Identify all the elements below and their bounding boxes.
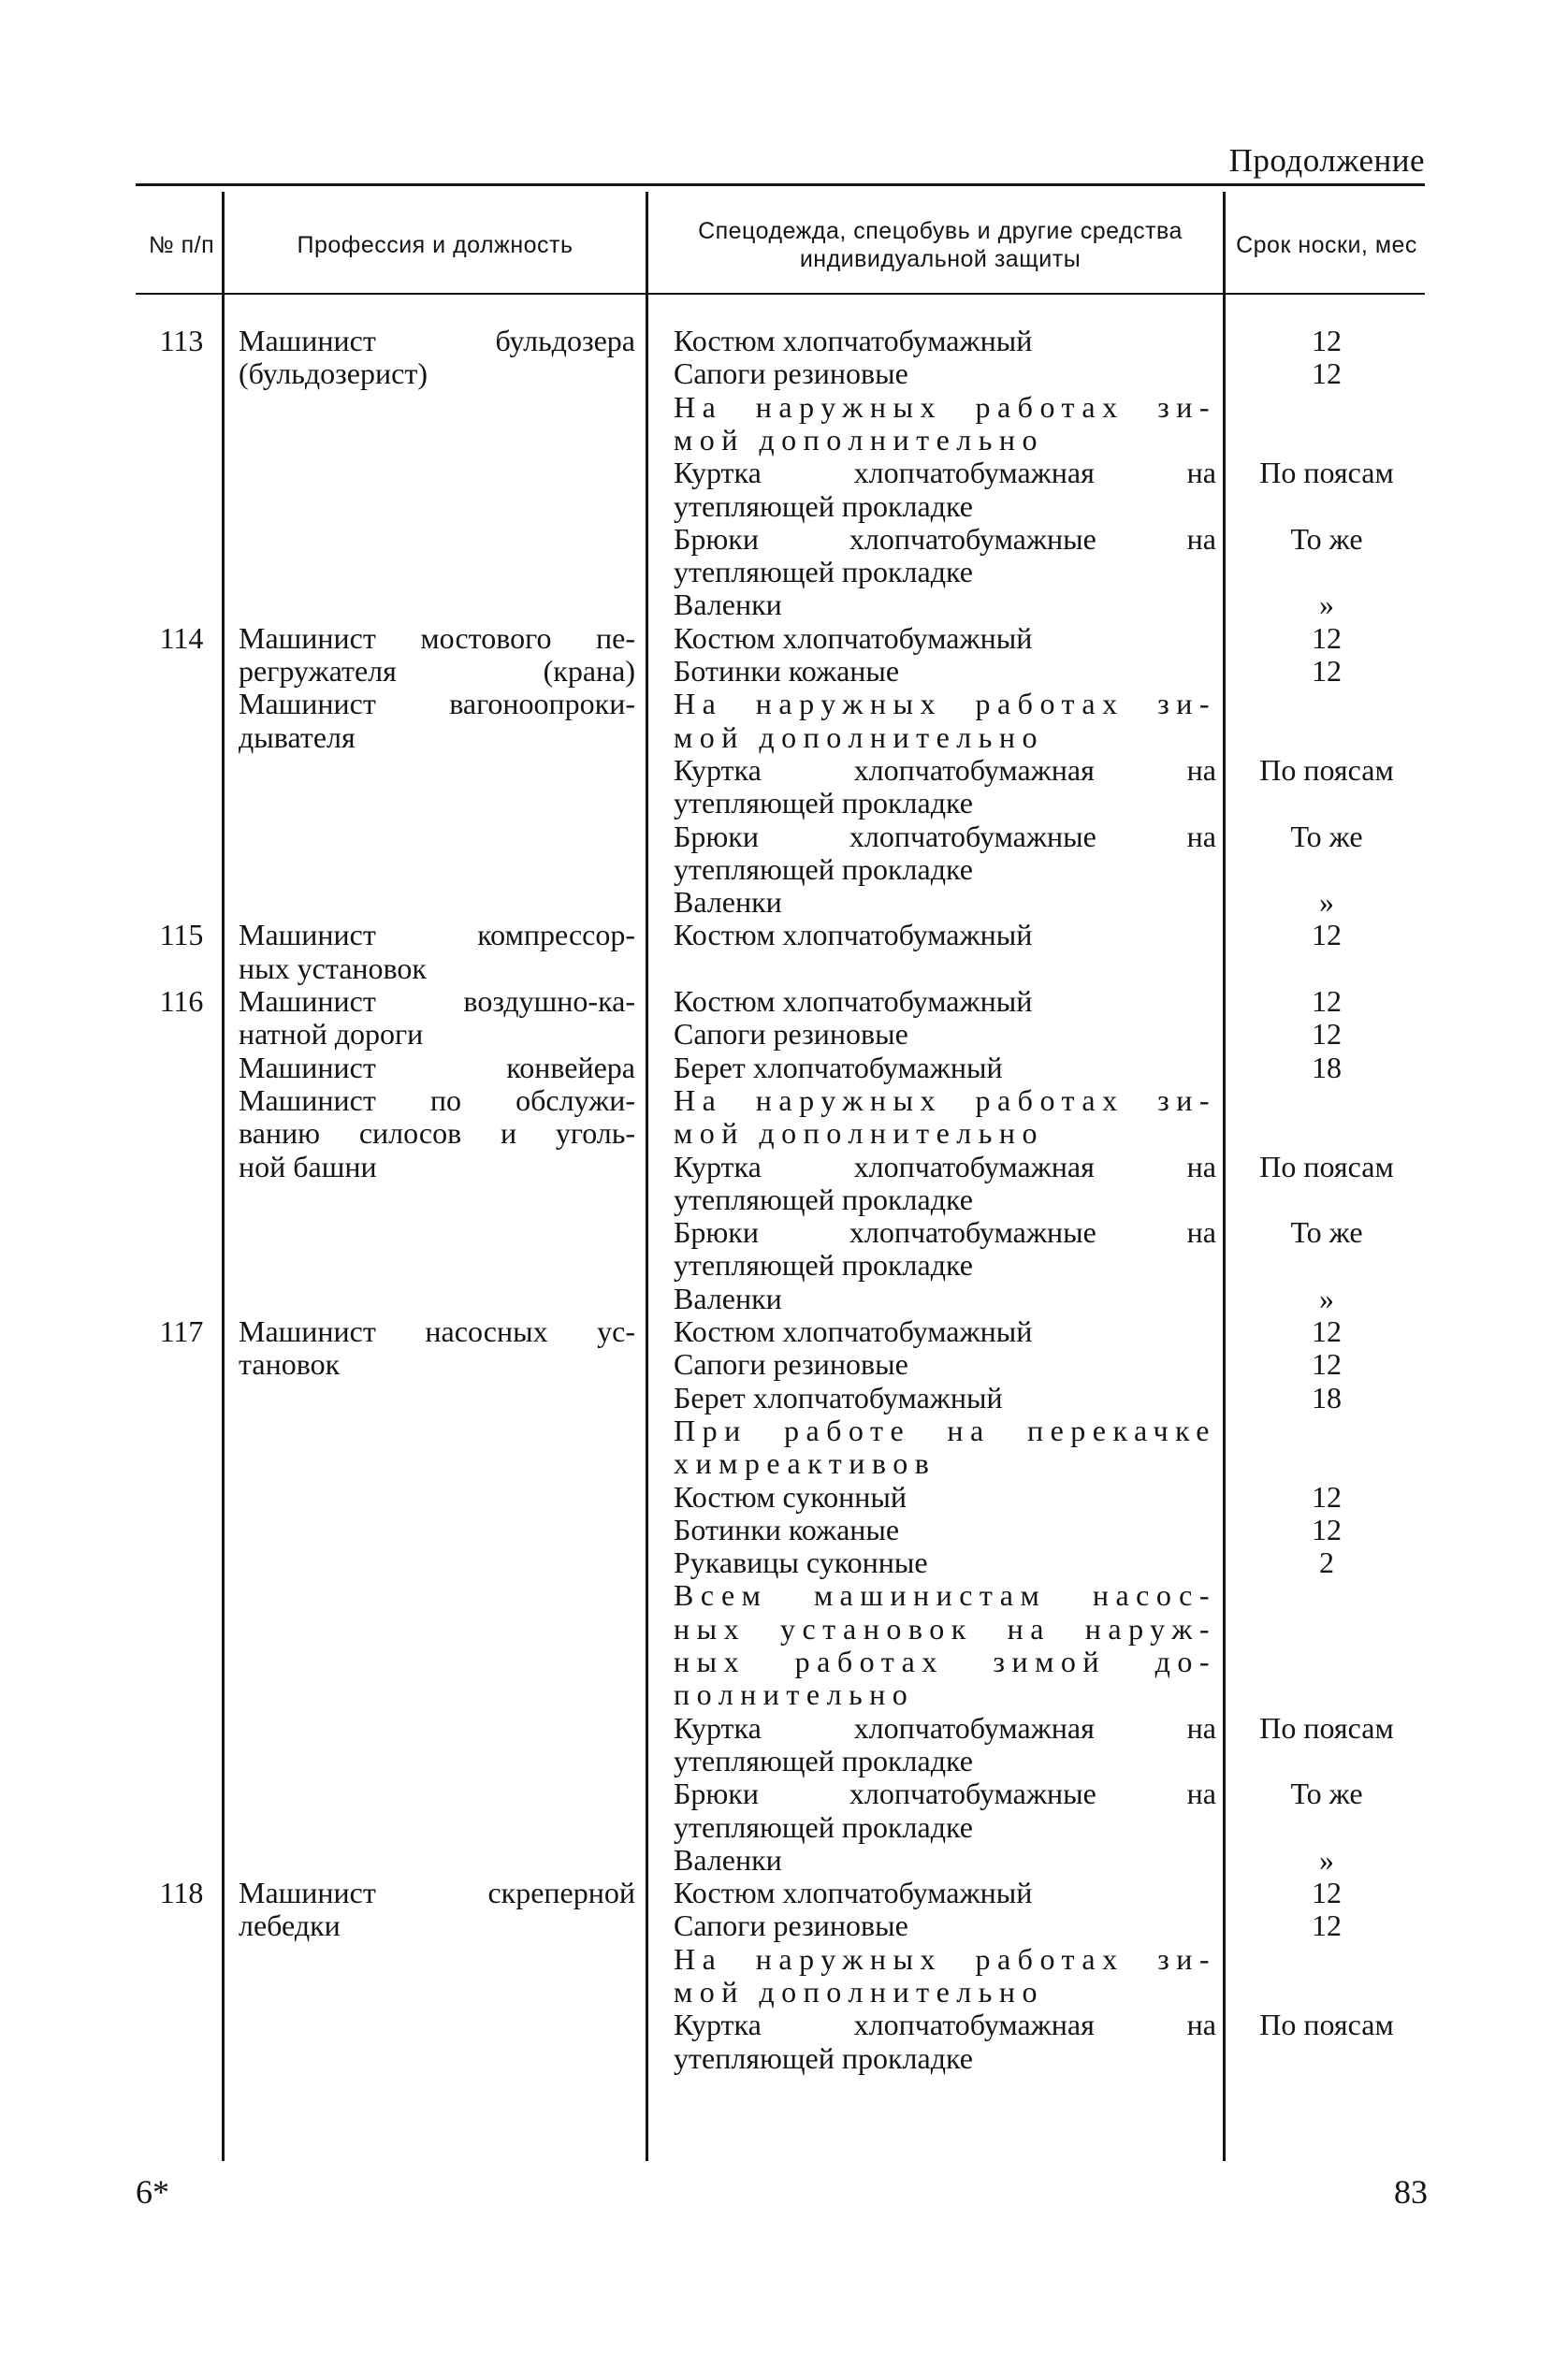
wear-term: » <box>1319 885 1334 920</box>
equipment-item-line: Брюки хлопчатобумажные на <box>674 819 1216 853</box>
column-divider-3 <box>1223 192 1226 2161</box>
header-equipment: Спецодежда, спецобувь и другие средства индивидуальной защиты <box>698 218 1183 272</box>
equipment-item-line: Валенки <box>674 1842 782 1877</box>
equipment-item-line: Куртка хлопчатобумажная на <box>674 456 1216 490</box>
profession-line: Машинист скреперной <box>239 1876 635 1910</box>
profession-line: натной дороги <box>239 1017 424 1052</box>
profession-line: ных установок <box>239 950 427 985</box>
equipment-item-line: Берет хлопчатобумажный <box>674 1050 1003 1084</box>
equipment-item-line: Берет хлопчатобумажный <box>674 1380 1003 1415</box>
equipment-item-line: утепляющей прокладке <box>674 1743 973 1777</box>
wear-term: По поясам <box>1259 752 1394 787</box>
equipment-item-line: Рукавицы суконные <box>674 1545 928 1580</box>
profession-line: регружателя (крана) <box>239 654 635 688</box>
wear-term: 12 <box>1312 918 1342 952</box>
wear-term: 12 <box>1312 356 1342 391</box>
wear-term: То же <box>1290 819 1363 853</box>
profession-line: Машинист воздушно-ка- <box>239 984 635 1018</box>
equipment-item-line: Ботинки кожаные <box>674 1512 900 1546</box>
section-note-line: При работе на перекачке <box>674 1413 1216 1447</box>
row-number: 115 <box>159 918 204 952</box>
section-note-line: химреактивов <box>674 1446 936 1481</box>
page-number: 83 <box>1394 2173 1428 2211</box>
equipment-item-line: Костюм суконный <box>674 1479 907 1514</box>
section-note-line: мой дополнительно <box>674 1975 1044 2009</box>
profession-line: лебедки <box>239 1908 341 1943</box>
equipment-item-line: Куртка хлопчатобумажная на <box>674 752 1216 787</box>
section-note-line: Всем машинистам насос- <box>674 1578 1216 1613</box>
section-note-line: На наружных работах зи- <box>674 1082 1216 1117</box>
equipment-item-line: Валенки <box>674 885 782 920</box>
header-bottom-rule <box>136 293 1425 295</box>
equipment-item-line: Брюки хлопчатобумажные на <box>674 521 1216 556</box>
equipment-item-line: Брюки хлопчатобумажные на <box>674 1777 1216 1811</box>
equipment-item-line: Сапоги резиновые <box>674 1908 908 1943</box>
profession-line: Машинист бульдозера <box>239 324 635 357</box>
header-term: Срок носки, мес <box>1236 232 1417 258</box>
section-note-line: мой дополнительно <box>674 422 1044 457</box>
wear-term: То же <box>1290 1215 1363 1250</box>
equipment-item-line: Брюки хлопчатобумажные на <box>674 1215 1216 1250</box>
equipment-item-line: Сапоги резиновые <box>674 1347 908 1382</box>
row-number: 118 <box>159 1876 204 1910</box>
column-divider-2 <box>646 192 648 2161</box>
wear-term: 12 <box>1312 1908 1342 1943</box>
equipment-item-line: утепляющей прокладке <box>674 2040 973 2075</box>
profession-line: Машинист мостового пе- <box>239 620 635 655</box>
profession-line: Машинист насосных ус- <box>239 1314 635 1348</box>
equipment-item-line: Валенки <box>674 1281 782 1315</box>
equipment-item-line: Костюм хлопчатобумажный <box>674 1314 1033 1348</box>
profession-line: (бульдозерист) <box>239 356 428 391</box>
wear-term: » <box>1319 1842 1334 1877</box>
signature-mark: 6* <box>136 2173 169 2211</box>
equipment-item-line: Валенки <box>674 588 782 622</box>
header-num: № п/п <box>148 232 215 258</box>
equipment-item-line: утепляющей прокладке <box>674 1809 973 1844</box>
wear-term: 12 <box>1312 1479 1342 1514</box>
wear-term: 12 <box>1312 620 1342 655</box>
equipment-item-line: Сапоги резиновые <box>674 1017 908 1052</box>
row-number: 116 <box>159 984 204 1018</box>
wear-term: 12 <box>1312 654 1342 688</box>
profession-line: Машинист по обслужи- <box>239 1082 635 1117</box>
wear-term: 18 <box>1312 1380 1342 1415</box>
profession-line: Машинист конвейера <box>239 1050 635 1084</box>
section-note-line: ных работах зимой до- <box>674 1645 1216 1678</box>
wear-term: По поясам <box>1259 2008 1394 2042</box>
wear-term: 12 <box>1312 984 1342 1018</box>
wear-term: 12 <box>1312 1347 1342 1382</box>
wear-term: » <box>1319 588 1334 622</box>
profession-line: Машинист вагоноопроки- <box>239 687 635 721</box>
wear-term: 12 <box>1312 324 1342 357</box>
equipment-item-line: Ботинки кожаные <box>674 654 900 688</box>
row-number: 113 <box>159 324 204 357</box>
wear-term: По поясам <box>1259 456 1394 490</box>
equipment-item-line: Костюм хлопчатобумажный <box>674 1876 1033 1910</box>
wear-term: 2 <box>1319 1545 1334 1580</box>
section-note-line: На наружных работах зи- <box>674 687 1216 721</box>
equipment-item-line: утепляющей прокладке <box>674 1182 973 1216</box>
column-divider-1 <box>222 192 225 2161</box>
wear-term: То же <box>1290 1777 1363 1811</box>
equipment-item-line: утепляющей прокладке <box>674 851 973 886</box>
wear-term: 12 <box>1312 1876 1342 1910</box>
section-note-line: ных установок на наруж- <box>674 1611 1216 1646</box>
equipment-item-line: Костюм хлопчатобумажный <box>674 620 1033 655</box>
profession-line: тановок <box>239 1347 341 1382</box>
wear-term: То же <box>1290 521 1363 556</box>
equipment-item-line: Костюм хлопчатобумажный <box>674 918 1033 952</box>
header-profession: Профессия и должность <box>297 232 573 258</box>
profession-line: ной башни <box>239 1149 377 1183</box>
equipment-item-line: утепляющей прокладке <box>674 555 973 589</box>
row-number: 117 <box>159 1314 204 1348</box>
profession-line: дывателя <box>239 719 356 754</box>
section-note-line: полнительно <box>674 1677 915 1712</box>
section-note-line: мой дополнительно <box>674 1116 1044 1151</box>
section-note-line: На наружных работах зи- <box>674 389 1216 424</box>
equipment-item-line: Куртка хлопчатобумажная на <box>674 1710 1216 1745</box>
wear-term: » <box>1319 1281 1334 1315</box>
wear-term: По поясам <box>1259 1710 1394 1745</box>
row-number: 114 <box>159 620 204 655</box>
equipment-item-line: Куртка хлопчатобумажная на <box>674 2008 1216 2042</box>
continuation-label: Продолжение <box>1228 142 1425 179</box>
wear-term: По поясам <box>1259 1149 1394 1183</box>
equipment-item-line: Куртка хлопчатобумажная на <box>674 1149 1216 1183</box>
table-top-rule <box>136 183 1425 186</box>
wear-term: 12 <box>1312 1314 1342 1348</box>
wear-term: 12 <box>1312 1017 1342 1052</box>
wear-term: 12 <box>1312 1512 1342 1546</box>
equipment-item-line: утепляющей прокладке <box>674 1248 973 1283</box>
equipment-item-line: Костюм хлопчатобумажный <box>674 324 1033 357</box>
equipment-item-line: утепляющей прокладке <box>674 488 973 523</box>
equipment-item-line: утепляющей прокладке <box>674 786 973 820</box>
equipment-item-line: Костюм хлопчатобумажный <box>674 984 1033 1018</box>
profession-line: Машинист компрессор- <box>239 918 635 952</box>
section-note-line: мой дополнительно <box>674 719 1044 754</box>
equipment-item-line: Сапоги резиновые <box>674 356 908 391</box>
wear-term: 18 <box>1312 1050 1342 1084</box>
section-note-line: На наружных работах зи- <box>674 1941 1216 1976</box>
profession-line: ванию силосов и уголь- <box>239 1116 635 1151</box>
